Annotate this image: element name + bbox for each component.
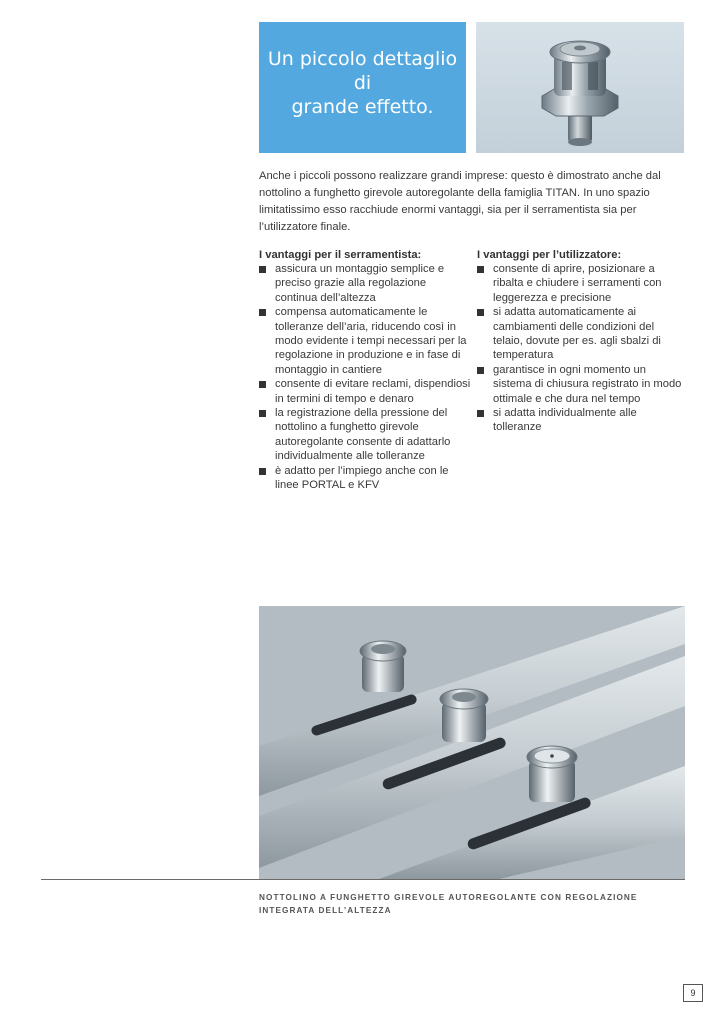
caption-divider (41, 879, 685, 880)
list-item (259, 305, 471, 377)
intro-paragraph: Anche i piccoli possono realizzare grandi imprese: questo è dimostrato anche dal nottolino a funghetto girevole autoregolante della famiglia TITAN. In uno spazio limitatissimo esso racchiude enormi vantaggi, sia per il serramentista sia per l’utilizzatore finale. (259, 170, 661, 233)
square-bullet-icon (259, 410, 266, 417)
list-item (477, 406, 685, 435)
list-item (259, 406, 471, 464)
list-item (259, 377, 471, 406)
square-bullet-icon (477, 266, 484, 273)
product-photo (476, 22, 684, 153)
benefits-user-list (477, 262, 685, 435)
square-bullet-icon (477, 309, 484, 316)
list-item-text: si adatta individualmente alle tolleranze (493, 407, 637, 434)
hero-title-box (259, 22, 466, 153)
square-bullet-icon (259, 266, 266, 273)
list-item-text: garantisce in ogni momento un sistema di chiusura registrato in modo ottimale e che dura nel tempo (493, 363, 682, 405)
list-item (477, 305, 685, 363)
square-bullet-icon (477, 367, 484, 374)
benefits-installer (259, 248, 471, 493)
square-bullet-icon (477, 410, 484, 417)
benefits-user (477, 248, 685, 435)
square-bullet-icon (259, 468, 266, 475)
list-item-text: assicura un montaggio semplice e preciso grazie alla regolazione continua dell’altezza (275, 263, 445, 304)
hardware-photo (259, 606, 685, 879)
list-item (259, 464, 471, 493)
espagnolette-illustration (259, 606, 685, 879)
list-item-text: è adatto per l’impiego anche con le linee PORTAL e KFV (275, 464, 449, 492)
benefits-installer-list (259, 262, 471, 493)
list-item (477, 262, 685, 305)
photo-caption: NOTTOLINO A FUNGHETTO GIREVOLE AUTOREGOLANTE CON REGOLAZIONE INTEGRATA DELL’ALTEZZA (259, 893, 638, 915)
page-title: Un piccolo dettaglio di grande effetto. (267, 47, 458, 118)
list-item (477, 363, 685, 406)
list-item-text: la registrazione della pressione del nottolino a funghetto girevole autoregolante consente di adattarlo individualmente alle tolleranze (275, 407, 451, 463)
square-bullet-icon (259, 309, 266, 316)
list-item-text: consente di evitare reclami, dispendiosi in termini di tempo e denaro (275, 378, 471, 405)
list-item-text: compensa automaticamente le tolleranze dell’aria, riducendo così in modo evidente i tempi necessari per la regolazione in produzione e in fase di montaggio in cantiere (275, 306, 467, 376)
list-item (259, 262, 471, 305)
list-item-text: consente di aprire, posizionare a ribalta e chiudere i serramenti con leggerezza e precisione (493, 263, 662, 304)
benefits-user-heading: I vantaggi per l’utilizzatore: (477, 249, 622, 261)
mushroom-cam-illustration (476, 22, 684, 153)
square-bullet-icon (259, 381, 266, 388)
benefits-installer-heading: I vantaggi per il serramentista: (259, 249, 422, 261)
page-number: 9 (683, 984, 703, 1002)
list-item-text: si adatta automaticamente ai cambiamenti delle condizioni del telaio, dovute per es. agli sbalzi di temperatura (493, 306, 661, 362)
